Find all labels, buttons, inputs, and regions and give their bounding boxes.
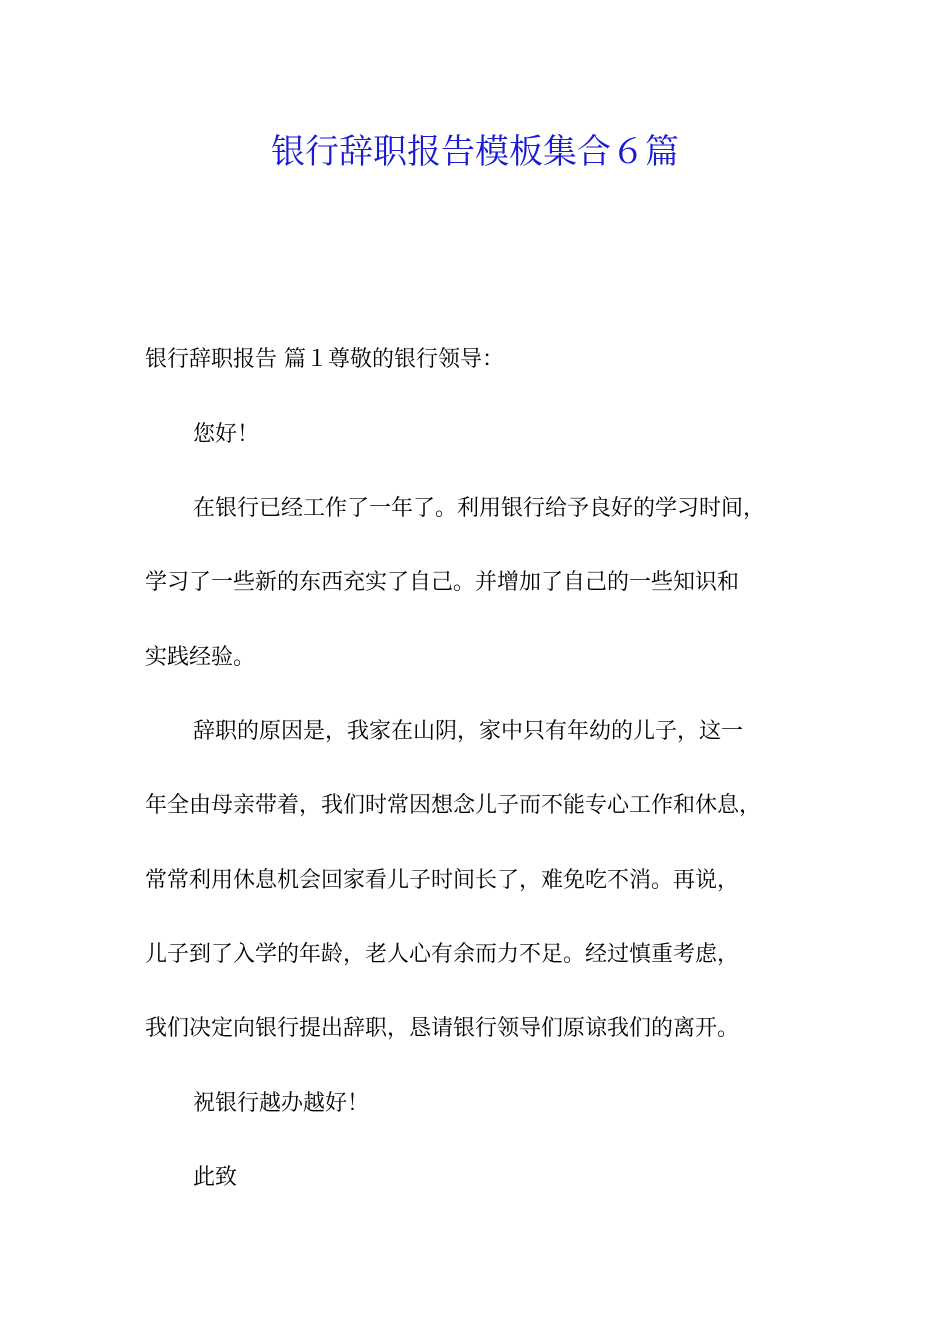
document-title: 银行辞职报告模板集合６篇 — [271, 132, 679, 172]
paragraph-line: 实践经验。 — [145, 645, 256, 670]
paragraph-line: 常常利用休息机会回家看儿子时间长了，难免吃不消。再说， — [145, 868, 740, 893]
paragraph-line: 辞职的原因是，我家在山阴，家中只有年幼的儿子，这一 — [193, 719, 744, 744]
paragraph-line: 我们决定向银行提出辞职，恳请银行领导们原谅我们的离开。 — [145, 1016, 740, 1041]
paragraph-line: 在银行已经工作了一年了。利用银行给予良好的学习时间， — [193, 496, 766, 521]
paragraph-line-heading: 银行辞职报告 篇１尊敬的银行领导： — [145, 347, 504, 372]
paragraph-line-wishes: 祝银行越办越好！ — [193, 1091, 370, 1116]
paragraph-line-greeting: 您好！ — [193, 422, 260, 447]
paragraph-line: 儿子到了入学的年龄，老人心有余而力不足。经过慎重考虑， — [145, 942, 740, 967]
paragraph-line: 学习了一些新的东西充实了自己。并增加了自己的一些知识和 — [145, 570, 740, 595]
paragraph-line: 年全由母亲带着，我们时常因想念儿子而不能专心工作和休息， — [145, 793, 762, 818]
paragraph-line-closing: 此致 — [193, 1165, 238, 1190]
